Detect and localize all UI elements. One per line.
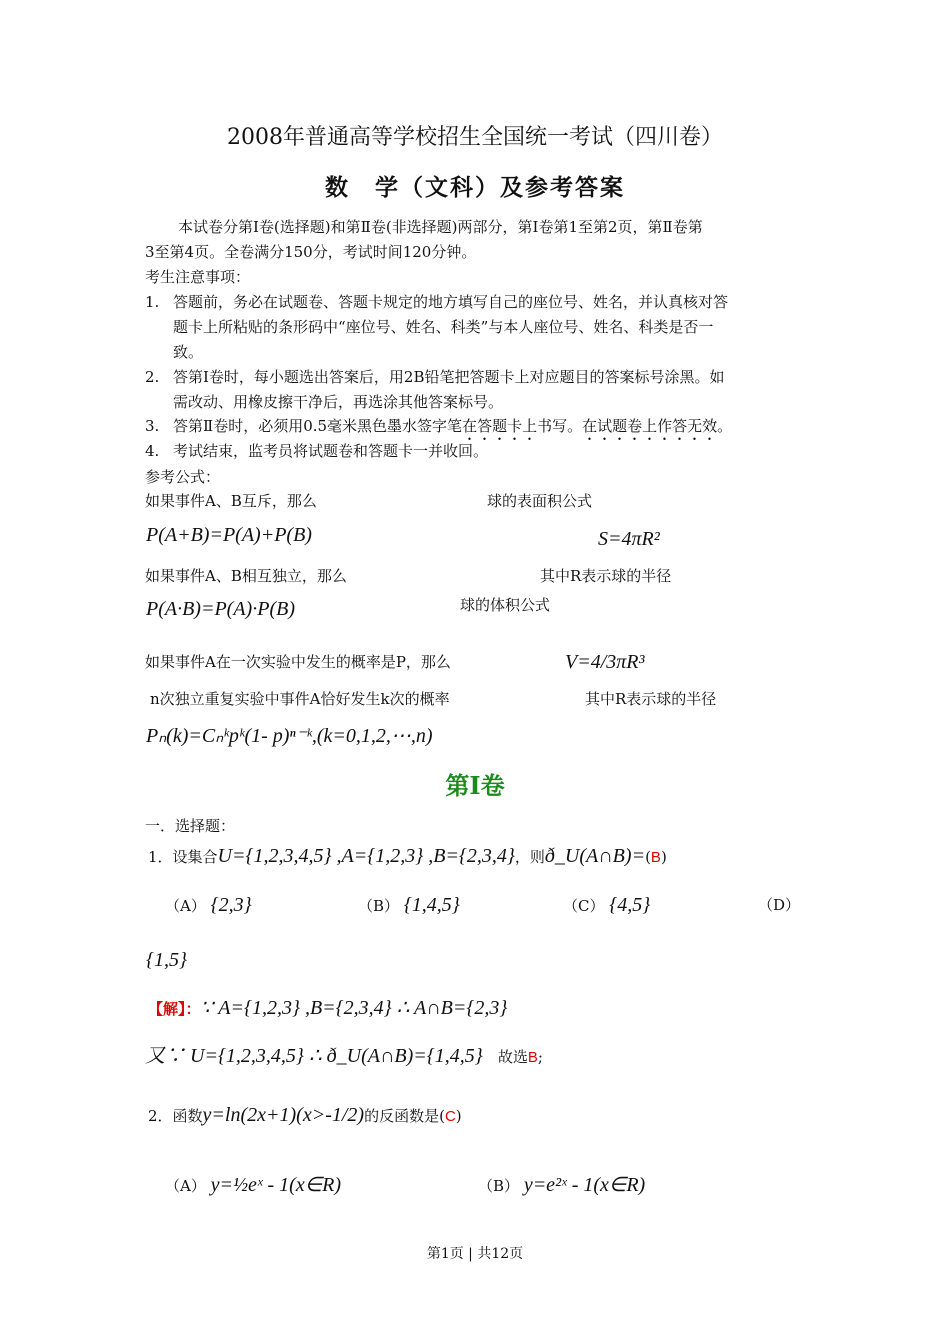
question-stem: 2．函数 bbox=[148, 1107, 203, 1125]
solution-1 bbox=[148, 998, 507, 1020]
option-value: {1,4,5} bbox=[403, 894, 460, 916]
option-label: （C） bbox=[563, 897, 605, 915]
intro-line: 本试卷分第Ⅰ卷(选择题)和第Ⅱ卷(非选择题)两部分，第Ⅰ卷第1至第2页，第Ⅱ卷第 bbox=[178, 218, 703, 236]
question-text: ，则 bbox=[514, 848, 545, 866]
option-value: y=½eˣ - 1(x∈R) bbox=[210, 1174, 342, 1196]
formula-label: n次独立重复实验中事件A恰好发生k次的概率 bbox=[150, 690, 450, 708]
answer: C bbox=[444, 1108, 456, 1125]
note-num: 2. bbox=[145, 368, 160, 386]
paren: ) bbox=[455, 1107, 462, 1125]
option-label: （A） bbox=[165, 897, 206, 915]
note-text: 答第Ⅱ卷时，必须用0.5毫米黑色墨水签字笔 bbox=[173, 417, 463, 435]
solution-text: ; bbox=[537, 1048, 543, 1066]
note-line: 答第Ⅰ卷时，每小题选出答案后，用2B铅笔把答题卡上对应题目的答案标号涂黑。如 bbox=[173, 368, 725, 386]
formulas-heading: 参考公式： bbox=[145, 468, 221, 486]
emphasis-text: 在试题卷上作答无效 bbox=[582, 417, 718, 435]
question-stem: 1．设集合 bbox=[148, 848, 218, 866]
formula-label: 球的体积公式 bbox=[460, 596, 551, 614]
question-text: 的反函数是( bbox=[364, 1107, 445, 1125]
option-a bbox=[165, 895, 252, 916]
formula-label: 其中R表示球的半径 bbox=[585, 690, 717, 708]
question-2 bbox=[148, 1105, 462, 1127]
notes-heading: 考生注意事项： bbox=[145, 268, 251, 286]
note-line: 需改动、用橡皮擦干净后，再选涂其他答案标号。 bbox=[173, 393, 504, 411]
answer: B bbox=[527, 1049, 538, 1066]
option-label: （A） bbox=[165, 1177, 206, 1195]
paren: ( bbox=[645, 848, 651, 866]
option-d-value: {1,5} bbox=[146, 949, 187, 971]
option-a bbox=[165, 1175, 341, 1196]
solution-2 bbox=[145, 1046, 543, 1068]
option-value: {4,5} bbox=[609, 894, 651, 916]
paren: ) bbox=[660, 848, 667, 866]
doc-title: 2008年普通高等学校招生全国统一考试（四川卷） bbox=[227, 125, 723, 150]
note-line bbox=[173, 416, 732, 444]
option-value: y=e²ˣ - 1(x∈R) bbox=[523, 1174, 646, 1196]
option-b bbox=[478, 1175, 645, 1196]
question-math: y=ln(2x+1)(x>-1/2) bbox=[202, 1104, 365, 1126]
emphasis-text: 在答题卡上 bbox=[462, 417, 538, 435]
note-num: 1. bbox=[145, 293, 160, 311]
formula-mutex: P(A+B)=P(A)+P(B) bbox=[146, 524, 312, 546]
note-line: 致。 bbox=[173, 343, 204, 361]
note-text: 。 bbox=[717, 417, 733, 435]
note-text: 书写。 bbox=[537, 417, 583, 435]
answer: B bbox=[650, 849, 661, 866]
formula-indep: P(A·B)=P(A)·P(B) bbox=[146, 598, 295, 620]
solution-math: ∵ A={1,2,3} ,B={2,3,4} ∴ A∩B={2,3} bbox=[200, 997, 508, 1019]
question-math: U={1,2,3,4,5} ,A={1,2,3} ,B={2,3,4} bbox=[217, 845, 515, 867]
formula-label: 其中R表示球的半径 bbox=[540, 567, 672, 585]
volume-title: 第Ⅰ卷 bbox=[445, 771, 505, 800]
page-footer: 第1页 | 共12页 bbox=[426, 1246, 524, 1262]
intro-line: 3至第4页。全卷满分150分，考试时间120分钟。 bbox=[145, 243, 477, 261]
solution-text: 故选 bbox=[497, 1048, 528, 1066]
solution-math: 又∵ U={1,2,3,4,5} ∴ ð_U(A∩B)={1,4,5} bbox=[145, 1045, 483, 1067]
option-d-label: （D） bbox=[758, 896, 801, 914]
question-math: ð_U(A∩B)= bbox=[544, 845, 646, 867]
note-line: 考试结束，监考员将试题卷和答题卡一并收回。 bbox=[173, 442, 489, 460]
note-line: 答题前，务必在试题卷、答题卡规定的地方填写自己的座位号、姓名，并认真核对答 bbox=[173, 293, 729, 311]
formula-label: 如果事件A、B互斥，那么 bbox=[145, 492, 317, 510]
solution-label: 【解】： bbox=[148, 1001, 201, 1018]
note-num: 4. bbox=[145, 442, 160, 460]
formula-label: 如果事件A在一次实验中发生的概率是P，那么 bbox=[145, 653, 451, 671]
question-1 bbox=[148, 846, 667, 868]
formula-label: 球的表面积公式 bbox=[487, 492, 593, 510]
formula-surface: S=4πR² bbox=[598, 528, 660, 550]
note-num: 3. bbox=[145, 417, 160, 435]
note-line: 题卡上所粘贴的条形码中“座位号、姓名、科类”与本人座位号、姓名、科类是否一 bbox=[173, 318, 714, 336]
option-label: （B） bbox=[478, 1177, 520, 1195]
option-b bbox=[358, 895, 460, 916]
option-c bbox=[563, 895, 650, 916]
section-heading: 一．选择题： bbox=[145, 817, 236, 835]
formula-volume: V=4/3πR³ bbox=[565, 651, 645, 673]
option-value: {2,3} bbox=[210, 894, 252, 916]
option-label: （B） bbox=[358, 897, 400, 915]
formula-label: 如果事件A、B相互独立，那么 bbox=[145, 567, 347, 585]
formula-binomial: Pₙ(k)=Cₙᵏpᵏ(1- p)ⁿ⁻ᵏ,(k=0,1,2,⋯,n) bbox=[146, 725, 433, 747]
doc-subtitle: 数 学（文科）及参考答案 bbox=[325, 174, 625, 201]
